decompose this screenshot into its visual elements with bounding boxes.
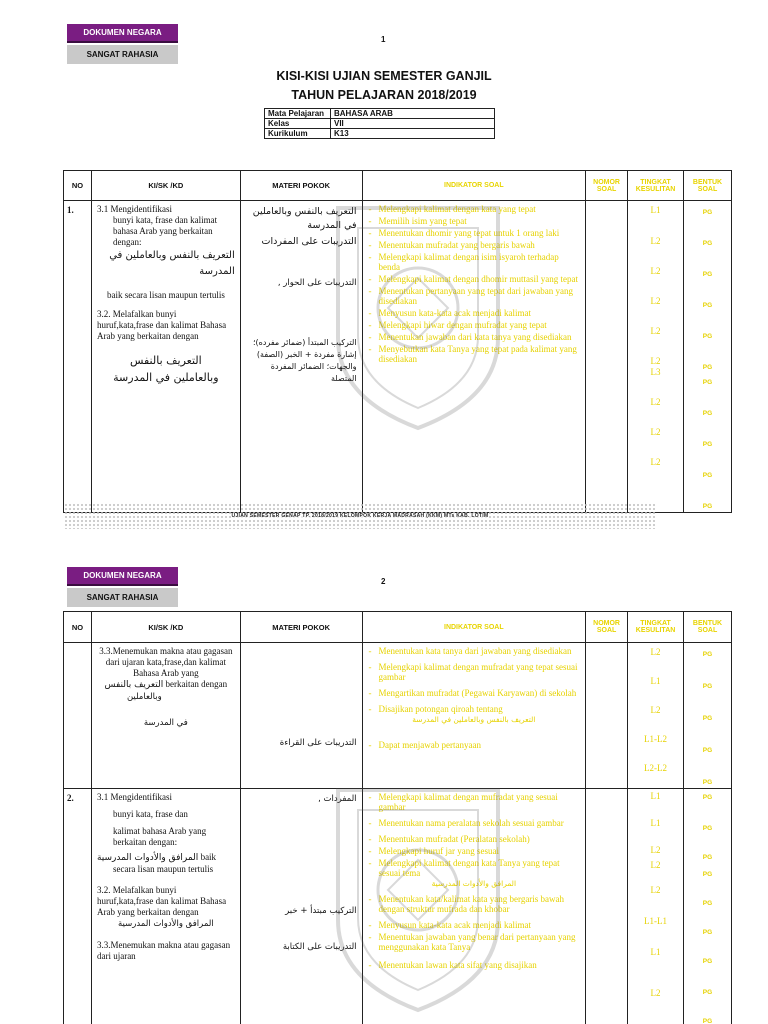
form-value: PG	[702, 825, 713, 832]
indicator-item: - Menentukan jawaban yang benar dari pertanyaan yang menggunakan kata Tanya	[367, 932, 582, 952]
kd-arabic: وبالعاملين في المدرسة	[113, 371, 219, 384]
indicator-item: - Menentukan nama peralatan sekolah sesuai gambar	[367, 818, 582, 828]
kd-text: kalimat bahasa Arab yang berkaitan dengan:	[112, 826, 207, 847]
kd-number: 3.1 Mengidentifikasi	[96, 792, 172, 802]
level-cell	[628, 789, 684, 1024]
indicator-item: - Menentukan mufradat yang bergaris bawah	[367, 240, 582, 250]
materi-text: التركيب المبتدأ (ضمائر مفرده)؛ إشارة مفردة + الخبر (الصفة) والجهات؛ الضمائر المفردة المتصلة	[253, 338, 357, 383]
kd-number: 3.1 Mengidentifikasi	[96, 204, 172, 214]
indicator-item: - Melengkapi kalimat dengan mufradat yang tepat sesuai gambar	[367, 662, 582, 682]
indicator-item: - Mengartikan mufradat (Pegawai Karyawan) di sekolah	[367, 688, 582, 698]
level-value: L2	[650, 988, 661, 998]
header-kd: KI/SK /KD	[91, 612, 240, 643]
classification-badge-top: DOKUMEN NEGARA	[67, 24, 178, 43]
info-value: BAHASA ARAB	[331, 109, 495, 119]
kd-cell	[91, 789, 240, 1024]
form-value: PG	[702, 854, 713, 861]
kd-arabic: التعريف بالنفس وبالعاملين في المدرسة	[109, 250, 235, 277]
materi-cell	[240, 789, 362, 1024]
kd-tail: secara lisan maupun tertulis	[112, 864, 214, 874]
form-value: PG	[702, 651, 713, 658]
classification-badge-top: DOKUMEN NEGARA	[67, 567, 178, 586]
indicator-item: - Menyebutkan kata Tanya yang tepat pada kalimat yang disediakan	[367, 344, 582, 364]
info-label: Kurikulum	[265, 129, 331, 139]
form-value: PG	[702, 900, 713, 907]
indicator-item: - Menentukan mufradat (Peralatan sekolah)	[367, 834, 582, 844]
form-value: PG	[702, 271, 713, 278]
kd-text: baik	[200, 852, 217, 862]
indicator-cell	[362, 643, 586, 789]
footer-text: UJIAN SEMESTER GENAP TP. 2018/2019 KELOMPOK KERJA MADRASAH (KKM) MTs KAB. LOTIM	[231, 513, 489, 519]
header-indikator: INDIKATOR SOAL	[362, 612, 586, 643]
indicator-item: - Melengkapi hiwar dengan mufradat yang tepat	[367, 320, 582, 330]
row-number: 1.	[64, 201, 92, 513]
kd-text: bunyi kata, frase dan kalimat bahasa Arab yang berkaitan dengan:	[112, 215, 218, 247]
materi-text: المفردات ,	[318, 794, 357, 804]
nomor-soal-cell	[586, 643, 628, 789]
page-number: 2	[381, 577, 386, 586]
level-value: L2-L2	[644, 763, 668, 773]
level-value: L2	[650, 845, 661, 855]
form-cell	[684, 789, 732, 1024]
subject-info-table	[264, 108, 495, 139]
page-subtitle: TAHUN PELAJARAN 2018/2019	[291, 88, 477, 102]
indicator-item: - Melengkapi kalimat dengan kata yang tepat	[367, 204, 582, 214]
level-value: L2	[650, 266, 661, 276]
level-value: L2	[650, 860, 661, 870]
info-value: VII	[331, 119, 495, 129]
kd-tail: baik secara lisan maupun tertulis	[106, 290, 225, 300]
kd-arabic: التعريف بالنفس	[129, 354, 202, 367]
form-value: PG	[702, 1018, 713, 1024]
level-value: L1	[650, 676, 661, 686]
form-value: PG	[702, 779, 713, 786]
kd-arabic: في المدرسة	[143, 718, 188, 728]
level-value: L1-L2	[644, 734, 668, 744]
level-cell	[628, 201, 684, 513]
level-value: L2	[650, 296, 661, 306]
indicator-item: - Melengkapi kalimat dengan dhomir muttasil yang tepat	[367, 274, 582, 284]
nomor-soal-cell	[586, 789, 628, 1024]
materi-text: التدريبات على الحوار ,	[277, 278, 357, 288]
header-no: NO	[64, 612, 92, 643]
form-value: PG	[702, 364, 713, 371]
form-value: PG	[702, 871, 713, 878]
header-materi: MATERI POKOK	[240, 171, 362, 201]
indicator-item: - Menentukan pertanyaan yang tepat dari jawaban yang disediakan	[367, 286, 582, 306]
level-value: L1	[650, 791, 661, 801]
header-nomor-soal: NOMOR SOAL	[586, 171, 628, 201]
materi-text: التعريف بالنفس وبالعاملين في المدرسة	[252, 206, 357, 231]
indicator-item: - Memilih isim yang tepat	[367, 216, 582, 226]
materi-text: التركيب مبتدأ + خبر	[285, 906, 357, 916]
kd-text: 3.2. Melafalkan bunyi huruf,kata,frase dan kalimat Bahasa Arab yang berkaitan dengan	[96, 885, 227, 917]
form-value: PG	[702, 441, 713, 448]
materi-cell	[240, 643, 362, 789]
materi-text: التدريبات على القراءة	[279, 738, 357, 748]
materi-cell	[240, 201, 362, 513]
form-cell	[684, 201, 732, 513]
form-value: PG	[702, 240, 713, 247]
kd-arabic: المرافق والأدوات المدرسية	[117, 919, 214, 929]
indicator-item: - Disajikan potongan qiroah tentang	[367, 704, 582, 714]
form-value: PG	[702, 683, 713, 690]
header-indikator: INDIKATOR SOAL	[362, 171, 586, 201]
level-value: L1-L1	[644, 916, 668, 926]
form-value: PG	[702, 333, 713, 340]
kd-arabic: التعريف بالنفس	[104, 680, 164, 690]
form-value: PG	[702, 302, 713, 309]
level-value: L2	[650, 356, 661, 366]
level-value: L1	[650, 205, 661, 215]
kd-cell	[91, 643, 240, 789]
info-label: Kelas	[265, 119, 331, 129]
kd-text: 3.2. Melafalkan bunyi huruf,kata,frase dan kalimat Bahasa Arab yang berkaitan dengan	[96, 309, 227, 341]
materi-text: التدريبات على المفردات	[261, 236, 357, 247]
kd-text: 3.3.Menemukan makna atau gagasan dari ujaran kata,frase,dan kalimat Bahasa Arab yang	[99, 646, 233, 678]
page-title: KISI-KISI UJIAN SEMESTER GANJIL	[276, 69, 492, 83]
row-number	[64, 643, 92, 789]
kd-text: berkaitan dengan	[165, 679, 228, 689]
indicator-item: - Melengkapi kalimat dengan mufradat yang sesuai gambar	[367, 792, 582, 812]
header-tingkat: TINGKAT KESULITAN	[628, 612, 684, 643]
indicator-item: - Menentukan jawaban dari kata tanya yang disediakan	[367, 332, 582, 342]
indicator-item: - Menentukan lawan kata sifat yang disajikan	[367, 960, 582, 970]
header-kd: KI/SK /KD	[91, 171, 240, 201]
level-value: L2	[650, 427, 661, 437]
page-number: 1	[381, 35, 386, 44]
table-row	[64, 201, 732, 513]
indicator-item: - Menentukan kata/kalimat kata yang bergaris bawah dengan struktur mufrada dan khobar	[367, 894, 582, 914]
indicator-item: - Menentukan kata tanya dari jawaban yang disediakan	[367, 646, 582, 656]
classification-badge-bottom: SANGAT RAHASIA	[67, 45, 178, 64]
indicator-item: - Melengkapi huruf jar yang sesuai	[367, 846, 582, 856]
indicator-arabic: المرافق والأدوات المدرسية	[431, 879, 517, 888]
grid-table-page2	[63, 611, 732, 1024]
header-materi: MATERI POKOK	[240, 612, 362, 643]
form-value: PG	[702, 410, 713, 417]
level-value: L1	[650, 818, 661, 828]
row-number: 2.	[64, 789, 92, 1024]
form-value: PG	[702, 929, 713, 936]
materi-text: التدريبات على الكتابة	[282, 942, 357, 952]
grid-table-page1	[63, 170, 732, 513]
form-value: PG	[702, 209, 713, 216]
level-value: L3	[650, 367, 661, 377]
indicator-item: - Melengkapi kalimat dengan isim isyaroh terhadap benda	[367, 252, 582, 272]
level-value: L2	[650, 457, 661, 467]
level-value: L2	[650, 326, 661, 336]
form-value: PG	[702, 989, 713, 996]
form-value: PG	[702, 472, 713, 479]
level-value: L2	[650, 647, 661, 657]
header-bentuk: BENTUK SOAL	[684, 612, 732, 643]
form-value: PG	[702, 715, 713, 722]
kd-arabic: وبالعاملين	[126, 692, 162, 702]
form-value: PG	[702, 379, 713, 386]
indicator-item: - Menyusun kata-kata acak menjadi kalimat	[367, 920, 582, 930]
form-value: PG	[702, 503, 713, 510]
form-cell	[684, 643, 732, 789]
level-value: L2	[650, 705, 661, 715]
indicator-cell	[362, 201, 586, 513]
indicator-cell	[362, 789, 586, 1024]
header-no: NO	[64, 171, 92, 201]
level-value: L1	[650, 947, 661, 957]
table-row	[64, 643, 732, 789]
kd-text: bunyi kata, frase dan	[112, 809, 188, 819]
header-tingkat: TINGKAT KESULITAN	[628, 171, 684, 201]
header-nomor-soal: NOMOR SOAL	[586, 612, 628, 643]
classification-badge-bottom: SANGAT RAHASIA	[67, 588, 178, 607]
level-value: L2	[650, 397, 661, 407]
kd-cell	[91, 201, 240, 513]
level-value: L2	[650, 885, 661, 895]
level-cell	[628, 643, 684, 789]
indicator-arabic: التعريف بالنفس وبالعاملين في المدرسة	[412, 715, 536, 724]
kd-arabic: المرافق والأدوات المدرسية	[96, 853, 199, 863]
indicator-item: - Dapat menjawab pertanyaan	[367, 740, 582, 750]
form-value: PG	[702, 747, 713, 754]
header-bentuk: BENTUK SOAL	[684, 171, 732, 201]
info-label: Mata Pelajaran	[265, 109, 331, 119]
level-value: L2	[650, 236, 661, 246]
form-value: PG	[702, 958, 713, 965]
indicator-item: - Menyusun kata-kata acak menjadi kalimat	[367, 308, 582, 318]
info-value: K13	[331, 129, 495, 139]
indicator-item: - Melengkapi kalimat dengan kata Tanya yang tepat sesuai tema	[367, 858, 582, 878]
table-row	[64, 789, 732, 1024]
footer-strip	[64, 503, 656, 529]
form-value: PG	[702, 794, 713, 801]
kd-text: 3.3.Menemukan makna atau gagasan dari ujaran	[96, 940, 231, 961]
indicator-item: - Menentukan dhomir yang tepat untuk 1 orang laki	[367, 228, 582, 238]
nomor-soal-cell	[586, 201, 628, 513]
